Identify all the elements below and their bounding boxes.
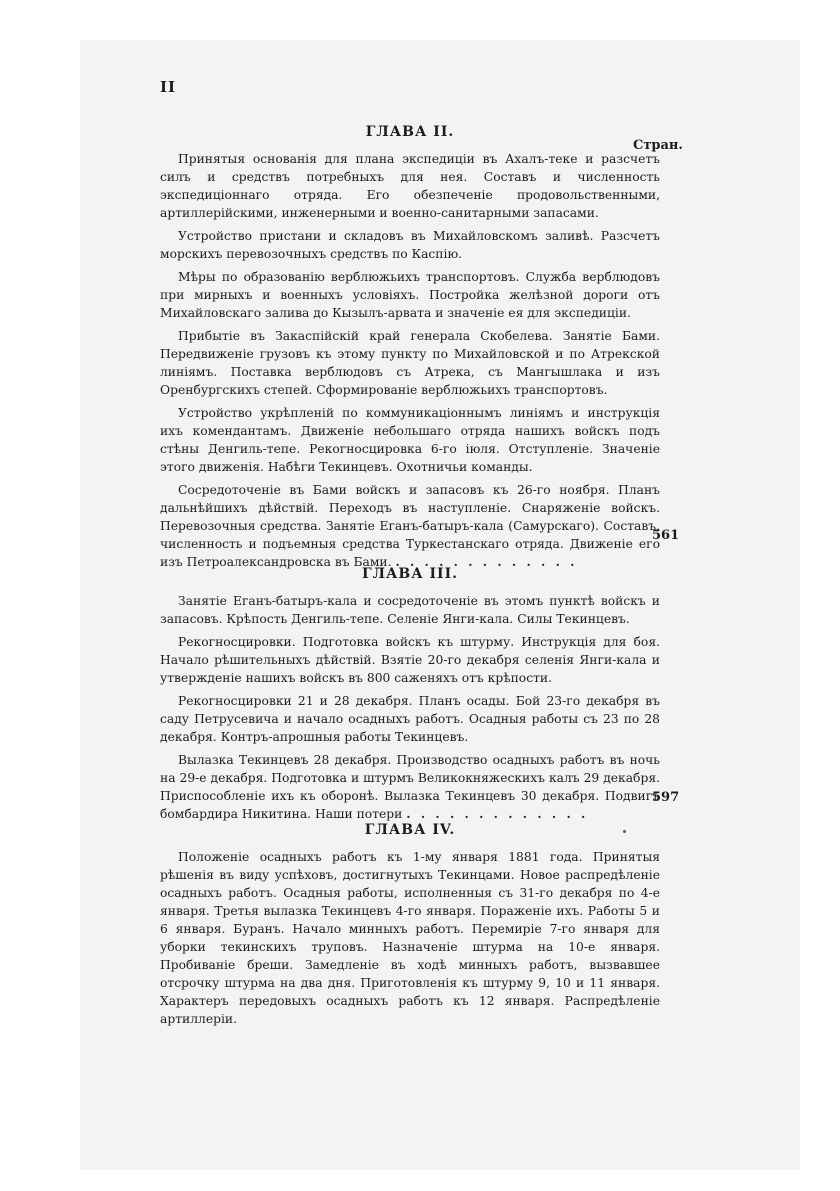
paragraph [160,481,660,571]
paragraph: Положеніе осадныхъ работъ къ 1-му января 1881 года. Принятыя рѣшенія въ виду успѣховъ, достигнутыхъ Текинцами. Новое распредѣленіе осадныхъ работъ. Осадныя работы, исполненныя съ 31-го декабря по 4-е января. Третья вылазка Текинцевъ 4-го января. Пораженіе ихъ. Работы 5 и 6 января. Буранъ. Начало минныхъ работъ. Перемиріе 7-го января для уборки текинскихъ труповъ. Назначеніе штурма на 10-е января. Пробиваніе бреши. Замедленіе въ ходѣ минныхъ работъ, вызвавшее отсрочку штурма на два дня. Приготовленія къ штурму 9, 10 и 11 января. Характеръ передовыхъ осадныхъ работъ къ 12 января. Распредѣленіе артиллеріи. [160,850,660,1026]
paragraph: Устройство укрѣпленій по коммуникаціоннымъ линіямъ и инструкція ихъ комендантамъ. Движеніе небольшаго отряда нашихъ войскъ подъ стѣны Денгиль-тепе. Рекогносцировка 6-го іюля. Отступленіе. Значеніе этого движенія. Набѣги Текинцевъ. Охотничьи команды. [160,406,660,474]
paragraph: Принятыя основанія для плана экспедиціи въ Ахалъ-теке и разсчетъ силъ и средствъ потребныхъ для нея. Составъ и численность экспедиціоннаго отряда. Его обезпеченіе продовольственными, артиллерійскими, инженерными и военно-санитарными запасами. [160,152,660,220]
chapter-4-title: ГЛАВА IV. [364,822,456,838]
paragraph-text: Вылазка Текинцевъ 28 декабря. Производство осадныхъ работъ въ ночь на 29-е декабря. Подготовка и штурмъ Великокняжескихъ калъ 29 декабря. Приспособленіе ихъ къ оборонѣ. Вылазка Текинцевъ 30 декабря. Подвигъ бомбардира Никитина. Наши потери [160,753,660,821]
paragraph: Рекогносцировки. Подготовка войскъ къ штурму. Инструкція для боя. Начало рѣшительныхъ дѣйствій. Взятіе 20-го декабря селенія Янги-кала и утвержденіе нашихъ войскъ въ 800 саженяхъ отъ крѣпости. [160,635,660,685]
chapter-2-contents [160,150,660,576]
paragraph: Устройство пристани и складовъ въ Михайловскомъ заливѣ. Разсчетъ морскихъ перевозочныхъ средствъ по Каспію. [160,229,660,261]
paragraph: Мѣры по образованію верблюжьихъ транспортовъ. Служба верблюдовъ при мирныхъ и военныхъ условіяхъ. Постройка желѣзной дороги отъ Михайловскаго залива до Кызылъ-арвата и значеніе ея для экспедиціи. [160,270,660,320]
dot-leader: . . . . . . . . . . . . . [395,554,578,569]
paragraph [160,751,660,823]
page-column-header: Стран. [633,138,683,153]
paragraph: Прибытіе въ Закаспійскій край генерала Скобелева. Занятіе Бами. Передвиженіе грузовъ къ этому пункту по Михайловской и по Атрекской линіямъ. Поставка верблюдовъ съ Атрека, съ Мангышлака и изъ Оренбургскихъ степей. Сформированіе верблюжьихъ транспортовъ. [160,329,660,397]
paragraph-text: Сосредоточеніе въ Бами войскъ и запасовъ къ 26-го ноября. Планъ дальнѣйшихъ дѣйствій. Переходъ въ наступленіе. Снаряженіе войскъ. Перевозочныя средства. Занятіе Еганъ-батыръ-кала (Самурскаго). Составъ, численность и подъемныя средства Туркестанскаго отряда. Движеніе его изъ Петроалександровска въ Бами. [160,483,660,569]
chapter-4-contents [160,848,660,1033]
page-number: II [160,78,177,96]
paragraph: Рекогносцировки 21 и 28 декабря. Планъ осады. Бой 23-го декабря въ саду Петрусевича и начало осадныхъ работъ. Осадныя работы съ 23 по 28 декабря. Контръ-апрошныя работы Текинцевъ. [160,694,660,744]
chapter-3-contents [160,592,660,828]
chapter-3-title: ГЛАВА III. [361,566,459,582]
paragraph: Занятіе Еганъ-батыръ-кала и сосредоточеніе въ этомъ пунктѣ войскъ и запасовъ. Крѣпость Денгиль-тепе. Селеніе Янги-кала. Силы Текинцевъ. [160,594,660,626]
chapter-3-page-number: 597 [652,790,680,805]
chapter-2-title: ГЛАВА II. [365,124,455,140]
chapter-2-page-number: 561 [652,528,680,543]
dot-leader: . . . . . . . . . . . . . [406,806,589,821]
